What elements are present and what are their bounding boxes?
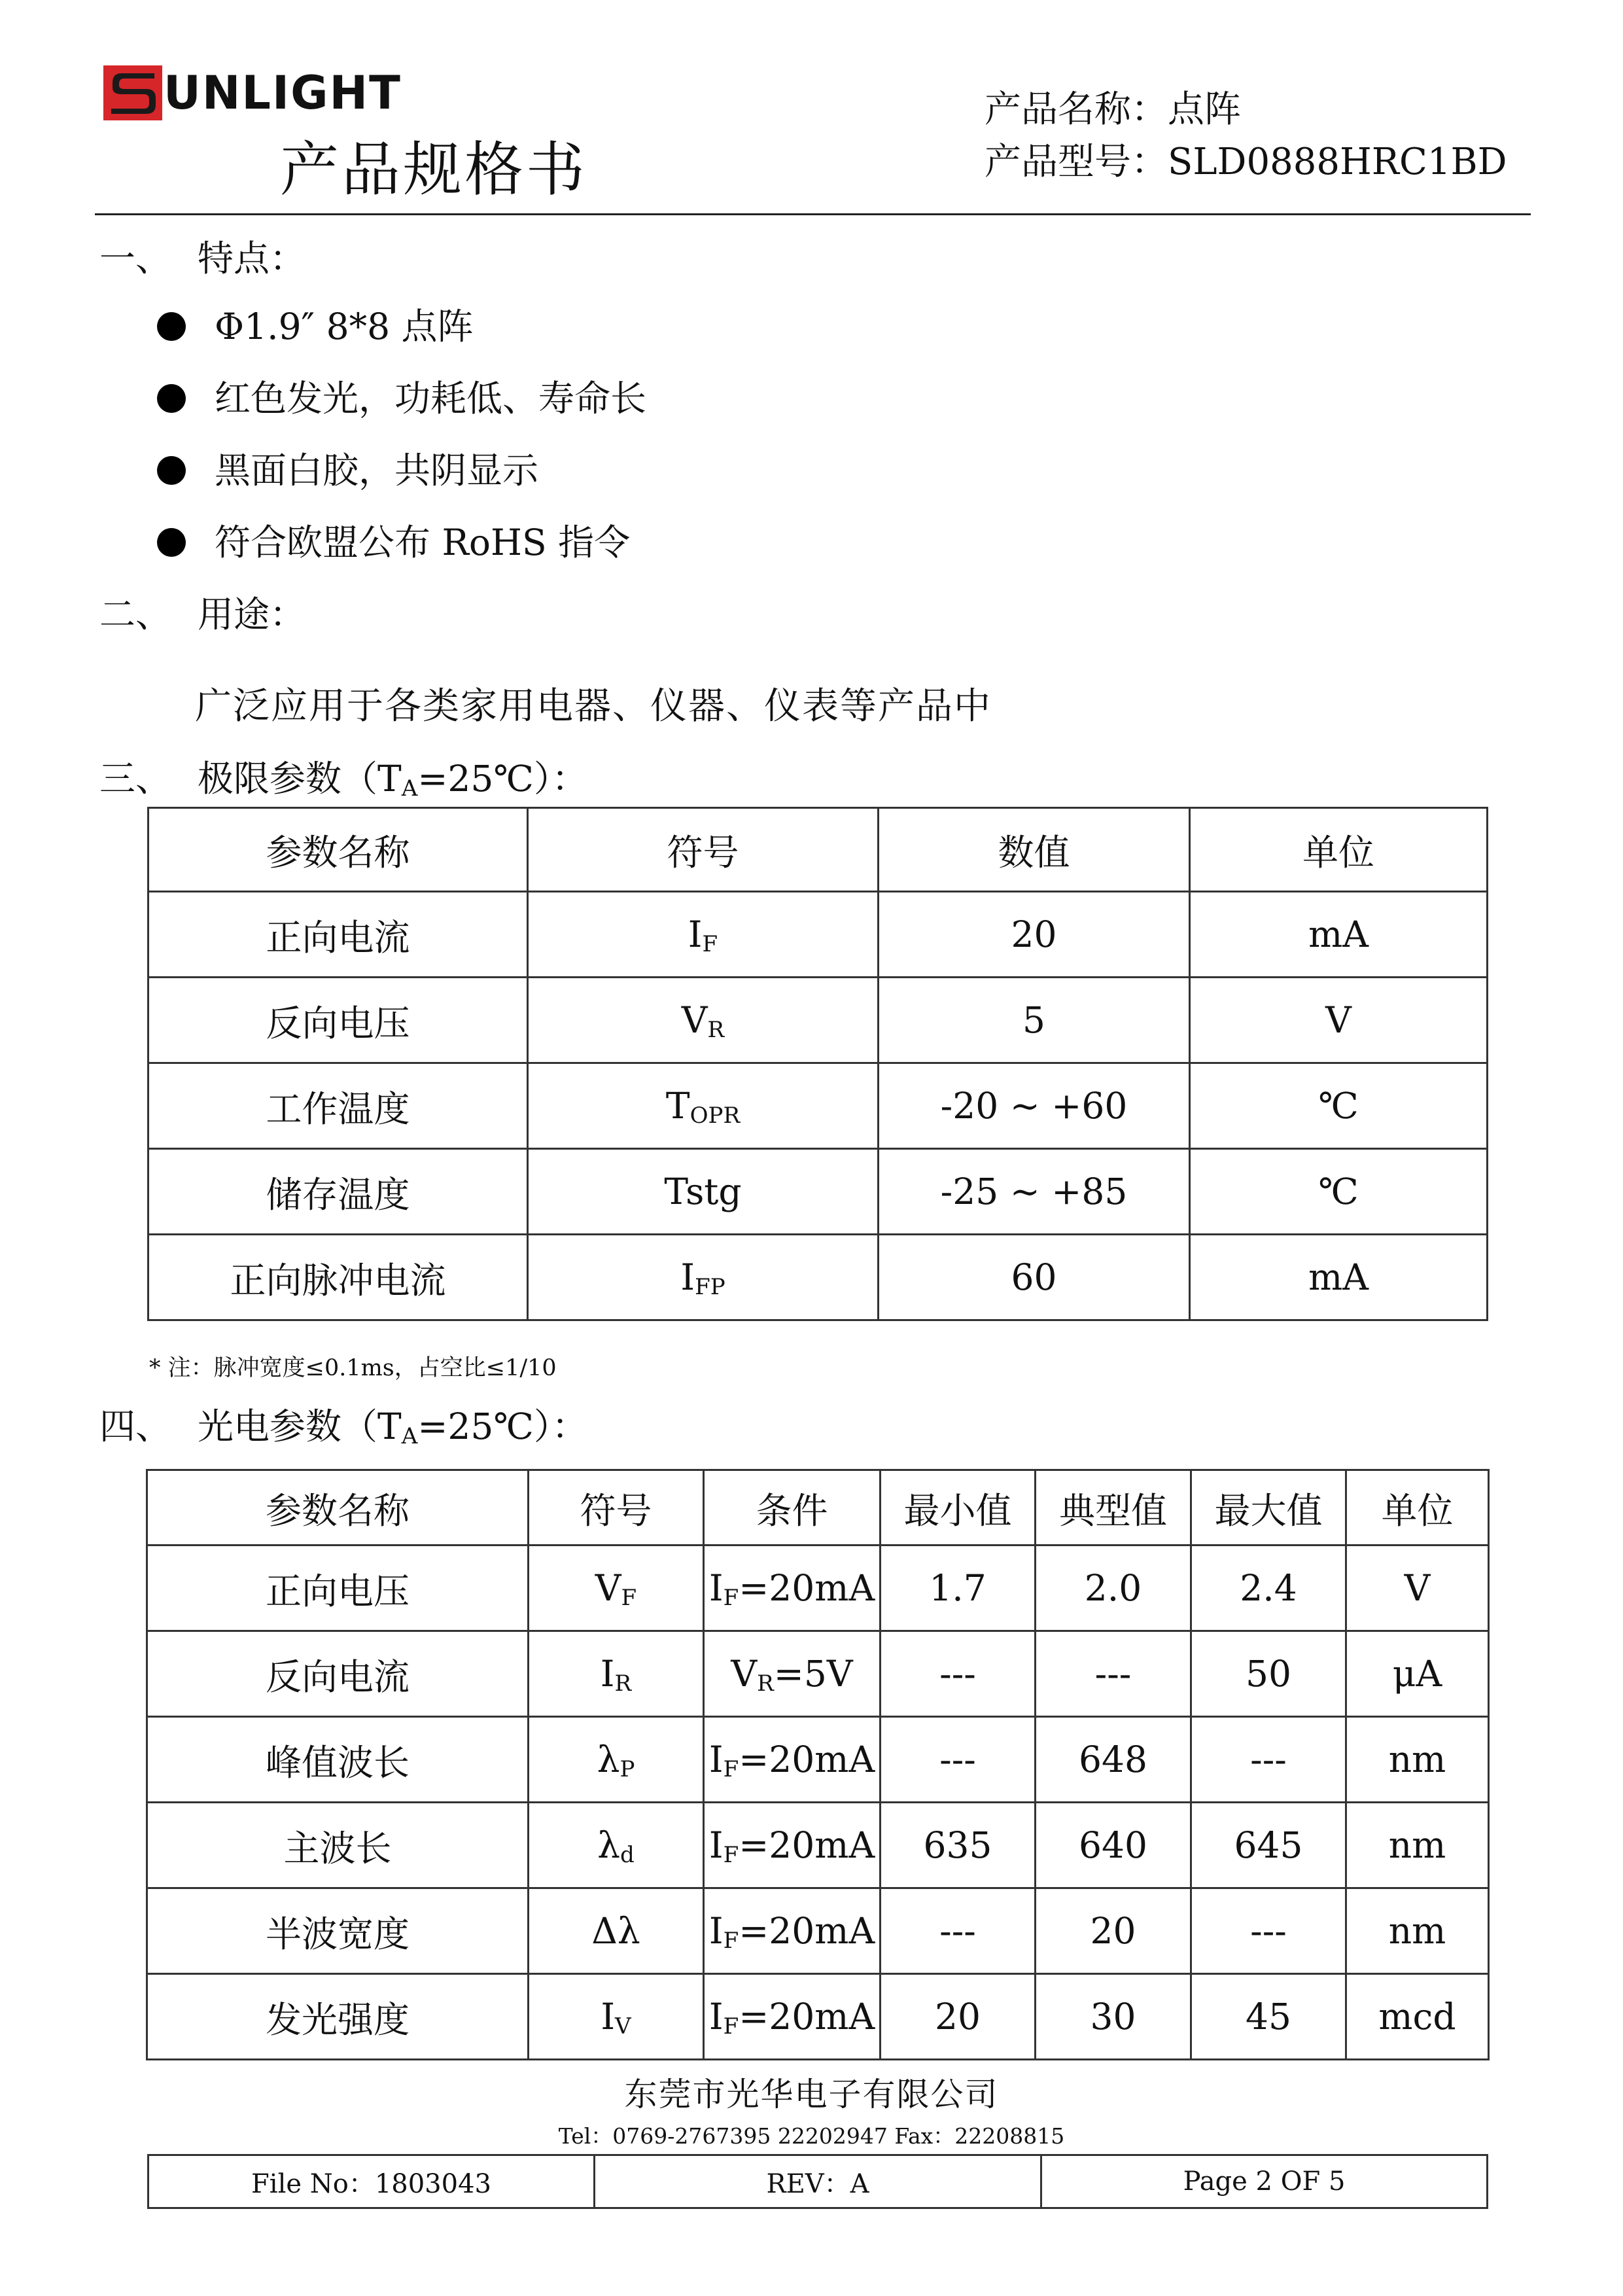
section-number: 三、 bbox=[99, 758, 172, 800]
param-condition: $I_F=20mA$ bbox=[704, 1717, 881, 1803]
header-cell: 典型值 bbox=[1036, 1470, 1191, 1545]
bullet-icon bbox=[157, 384, 186, 413]
header-cell: 参数名称 bbox=[147, 1470, 529, 1545]
list-item: 符合欧盟公布 RoHS 指令 bbox=[157, 520, 646, 592]
param-value: 5 bbox=[879, 978, 1190, 1063]
param-symbol: $V_F$ bbox=[529, 1545, 704, 1631]
param-condition: $I_F=20mA$ bbox=[704, 1545, 881, 1631]
header-cell: 最大值 bbox=[1191, 1470, 1346, 1545]
param-name: 工作温度 bbox=[148, 1063, 528, 1149]
table-header-row bbox=[147, 1470, 1489, 1545]
section-number: 四、 bbox=[99, 1405, 172, 1447]
param-condition: $I_F=20mA$ bbox=[704, 1974, 881, 2060]
header-cell: 条件 bbox=[704, 1470, 881, 1545]
footer-table bbox=[147, 2154, 1488, 2209]
param-condition: $I_F=20mA$ bbox=[704, 1888, 881, 1974]
typ-value: 640 bbox=[1036, 1803, 1191, 1888]
param-name: 反向电压 bbox=[148, 978, 528, 1063]
min-value: --- bbox=[881, 1888, 1036, 1974]
param-unit: V bbox=[1346, 1545, 1489, 1631]
param-unit: nm bbox=[1346, 1888, 1489, 1974]
header-cell: 参数名称 bbox=[148, 808, 528, 892]
param-name: 半波宽度 bbox=[147, 1888, 529, 1974]
min-value: 1.7 bbox=[881, 1545, 1036, 1631]
footer-company: 东莞市光华电子有限公司 bbox=[624, 2075, 999, 2113]
table-row bbox=[148, 892, 1488, 978]
table-row bbox=[148, 1063, 1488, 1149]
param-name: 正向脉冲电流 bbox=[148, 1235, 528, 1320]
table-header-row bbox=[148, 808, 1488, 892]
typ-value: 20 bbox=[1036, 1888, 1191, 1974]
max-value: --- bbox=[1191, 1717, 1346, 1803]
param-condition: $I_F=20mA$ bbox=[704, 1803, 881, 1888]
logo-text: UNLIGHT bbox=[164, 66, 402, 120]
typ-value: --- bbox=[1036, 1631, 1191, 1717]
typ-value: 648 bbox=[1036, 1717, 1191, 1803]
list-item: Φ1.9″ 8*8 点阵 bbox=[157, 304, 646, 376]
param-value: 20 bbox=[879, 892, 1190, 978]
param-symbol: $\lambda_P$ bbox=[529, 1717, 704, 1803]
param-unit: μA bbox=[1346, 1631, 1489, 1717]
table-row bbox=[148, 2155, 1488, 2208]
section-optical-heading: 四、 光电参数$(T_A=25℃)$： bbox=[99, 1404, 587, 1449]
param-name: 正向电压 bbox=[147, 1545, 529, 1631]
param-name: 峰值波长 bbox=[147, 1717, 529, 1803]
footer-contact: Tel：0769-2767395 22202947 Fax：22208815 bbox=[558, 2123, 1065, 2149]
param-symbol: $V_R$ bbox=[528, 978, 879, 1063]
min-value: --- bbox=[881, 1717, 1036, 1803]
section-number: 一、 bbox=[99, 238, 172, 279]
bullet-icon bbox=[157, 528, 186, 557]
bullet-icon bbox=[157, 456, 186, 485]
param-symbol: $\lambda_d$ bbox=[529, 1803, 704, 1888]
table-row bbox=[147, 1631, 1489, 1717]
table-row bbox=[148, 1149, 1488, 1235]
max-value: 2.4 bbox=[1191, 1545, 1346, 1631]
section-usage-heading bbox=[99, 592, 305, 637]
param-symbol: $I_R$ bbox=[529, 1631, 704, 1717]
typ-value: 2.0 bbox=[1036, 1545, 1191, 1631]
features-list bbox=[157, 304, 646, 592]
list-item: 红色发光，功耗低、寿命长 bbox=[157, 376, 646, 448]
param-value: 60 bbox=[879, 1235, 1190, 1320]
param-symbol: Tstg bbox=[528, 1149, 879, 1235]
file-number: File No：1803043 bbox=[148, 2155, 595, 2208]
param-unit: mA bbox=[1190, 892, 1488, 978]
table-row bbox=[147, 1545, 1489, 1631]
param-condition: $V_R=5V$ bbox=[704, 1631, 881, 1717]
section-features-heading bbox=[99, 236, 305, 281]
table-row bbox=[147, 1974, 1489, 2060]
param-symbol: Δλ bbox=[529, 1888, 704, 1974]
param-unit: ℃ bbox=[1190, 1149, 1488, 1235]
header-cell: 数值 bbox=[879, 808, 1190, 892]
param-symbol: $I_F$ bbox=[528, 892, 879, 978]
param-name: 反向电流 bbox=[147, 1631, 529, 1717]
max-value: 645 bbox=[1191, 1803, 1346, 1888]
typ-value: 30 bbox=[1036, 1974, 1191, 2060]
bullet-icon bbox=[157, 312, 186, 341]
product-info bbox=[985, 84, 1507, 188]
header-cell: 符号 bbox=[528, 808, 879, 892]
header-cell: 符号 bbox=[529, 1470, 704, 1545]
param-symbol: $I_V$ bbox=[529, 1974, 704, 2060]
param-unit: mcd bbox=[1346, 1974, 1489, 2060]
table-row bbox=[147, 1888, 1489, 1974]
param-unit: V bbox=[1190, 978, 1488, 1063]
max-value: 45 bbox=[1191, 1974, 1346, 2060]
section-title: 极限参数（T bbox=[198, 758, 402, 800]
document-title: 产品规格书 bbox=[280, 135, 587, 204]
product-model: 产品型号：SLD0888HRC1BD bbox=[985, 141, 1507, 183]
param-name: 正向电流 bbox=[148, 892, 528, 978]
header-cell: 最小值 bbox=[881, 1470, 1036, 1545]
revision: REV：A bbox=[595, 2155, 1041, 2208]
param-name: 发光强度 bbox=[147, 1974, 529, 2060]
min-value: --- bbox=[881, 1631, 1036, 1717]
param-unit: ℃ bbox=[1190, 1063, 1488, 1149]
table-row bbox=[147, 1717, 1489, 1803]
max-value: --- bbox=[1191, 1888, 1346, 1974]
section-title: 特点： bbox=[198, 238, 306, 279]
param-unit: nm bbox=[1346, 1803, 1489, 1888]
section-title: 用途： bbox=[198, 593, 306, 635]
min-value: 20 bbox=[881, 1974, 1036, 2060]
param-unit: mA bbox=[1190, 1235, 1488, 1320]
param-name: 储存温度 bbox=[148, 1149, 528, 1235]
table-row bbox=[148, 978, 1488, 1063]
limits-note: * 注：脉冲宽度≤0.1ms，占空比≤1/10 bbox=[149, 1355, 557, 1381]
optical-table bbox=[146, 1469, 1490, 2060]
section-title: 光电参数（T bbox=[198, 1405, 402, 1447]
header-divider bbox=[95, 213, 1531, 215]
header-cell: 单位 bbox=[1346, 1470, 1489, 1545]
company-logo bbox=[103, 65, 402, 120]
min-value: 635 bbox=[881, 1803, 1036, 1888]
param-unit: nm bbox=[1346, 1717, 1489, 1803]
list-item: 黑面白胶，共阴显示 bbox=[157, 448, 646, 520]
sunlight-logo-icon bbox=[103, 65, 162, 120]
usage-text: 广泛应用于各类家用电器、仪器、仪表等产品中 bbox=[195, 685, 992, 728]
max-value: 50 bbox=[1191, 1631, 1346, 1717]
section-limits-heading: 三、 极限参数$(T_A=25℃)$： bbox=[99, 756, 587, 802]
param-value: -20 ~ +60 bbox=[879, 1063, 1190, 1149]
param-symbol: $T_{OPR}$ bbox=[528, 1063, 879, 1149]
section-number: 二、 bbox=[99, 593, 172, 635]
param-value: -25 ~ +85 bbox=[879, 1149, 1190, 1235]
param-name: 主波长 bbox=[147, 1803, 529, 1888]
limits-table bbox=[147, 807, 1488, 1321]
product-name: 产品名称：点阵 bbox=[985, 88, 1241, 131]
table-row bbox=[148, 1235, 1488, 1320]
table-row bbox=[147, 1803, 1489, 1888]
param-symbol: $I_{FP}$ bbox=[528, 1235, 879, 1320]
page-number: Page 2 OF 5 bbox=[1041, 2155, 1488, 2208]
header-cell: 单位 bbox=[1190, 808, 1488, 892]
